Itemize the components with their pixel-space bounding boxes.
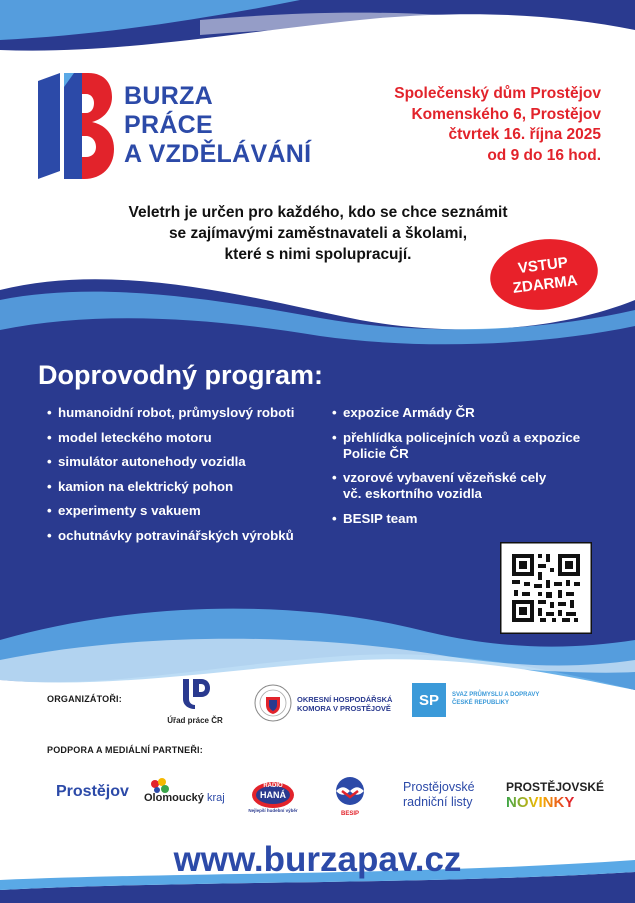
logo-text [124,82,311,169]
radnicni-listy-logo[interactable] [403,780,475,810]
logo-line-3: A VZDĚLÁVÁNÍ [124,140,312,168]
prostejov-logo[interactable]: Prostějov [56,783,129,800]
rl-line-1: Prostějovské [403,780,475,794]
qr-code[interactable] [500,542,592,634]
qr-code-icon [500,542,592,634]
intro-line-2: se zajímavými zaměstnavateli a školami, [168,225,468,242]
sp-mark: SP [412,683,446,717]
radio-line-1: RADIO [263,783,283,789]
ohk-seal-icon [253,683,293,723]
list-item: • model leteckého motoru [47,430,322,446]
partners-label: PODPORA A MEDIÁLNÍ PARTNEŘI: [47,745,203,755]
badge-line-1: VSTUP [516,253,569,277]
up-caption: Úřad práce ČR [167,716,223,725]
pn-line-2: NOVINKY [506,795,604,811]
event-time: od 9 do 16 hod. [487,146,601,164]
venue-address: Komenského 6, Prostějov [411,105,601,123]
list-item: • ochutnávky potravinářských výrobků [47,528,322,544]
olomoucky-word: Olomoucký [144,792,204,804]
logo-line-1: BURZA [124,82,213,110]
program-list-right [332,405,607,527]
kraj-word: kraj [206,792,225,804]
program-title: Doprovodný program: [38,360,324,390]
up-logo[interactable] [160,677,230,725]
list-item: • expozice Armády ČR [332,405,607,421]
logo-line-2: PRÁCE [124,111,214,139]
list-item: • BESIP team [332,511,607,527]
burza-logo-icon [38,73,114,179]
radio-hana-logo[interactable] [250,780,296,814]
sp-line-2: ČESKÉ REPUBLIKY [452,700,510,706]
besip-logo[interactable] [328,776,372,817]
organizers-label: ORGANIZÁTOŘI: [47,694,122,704]
intro-line-1: Veletrh je určen pro každého, kdo se chce seznámit [128,204,508,221]
list-item: • kamion na elektrický pohon [47,479,322,495]
list-item: • přehlídka policejních vozů a expozice Policie ČR [332,430,607,462]
list-item: • simulátor autonehody vozidla [47,454,322,470]
free-entry-badge [489,238,599,311]
pn-line-1: PROSTĚJOVSKÉ [506,780,605,794]
rl-line-2: radniční listy [403,795,473,809]
radio-line-3: Nejlepší hudební výběr [248,808,298,813]
website-url[interactable]: www.burzapav.cz [173,840,462,879]
list-item: • humanoidní robot, průmyslový roboti [47,405,322,421]
badge-line-2: ZDARMA [511,271,579,297]
besip-label: BESIP [340,811,359,817]
radio-line-2: HANÁ [260,790,286,800]
venue-name: Společenský dům Prostějov [394,85,601,102]
up-logo-icon [179,677,211,711]
program-list-left [47,405,322,553]
prostejovske-novinky-logo[interactable] [506,779,604,811]
sp-line-1: SVAZ PRŮMYSLU A DOPRAVY [452,692,540,698]
ohk-line-1: OKRESNÍ HOSPODÁŘSKÁ [297,695,393,704]
list-item: • vzorové vybavení vězeňské cely vč. eskortního vozidla [332,470,607,502]
intro-line-3: které s nimi spolupracují. [224,246,412,263]
venue-info [394,84,601,166]
besip-icon [328,776,372,806]
event-date: čtvrtek 16. října 2025 [448,126,601,143]
ohk-line-2: KOMORA V PROSTĚJOVĚ [297,704,391,713]
list-item: • experimenty s vakuem [47,503,322,519]
